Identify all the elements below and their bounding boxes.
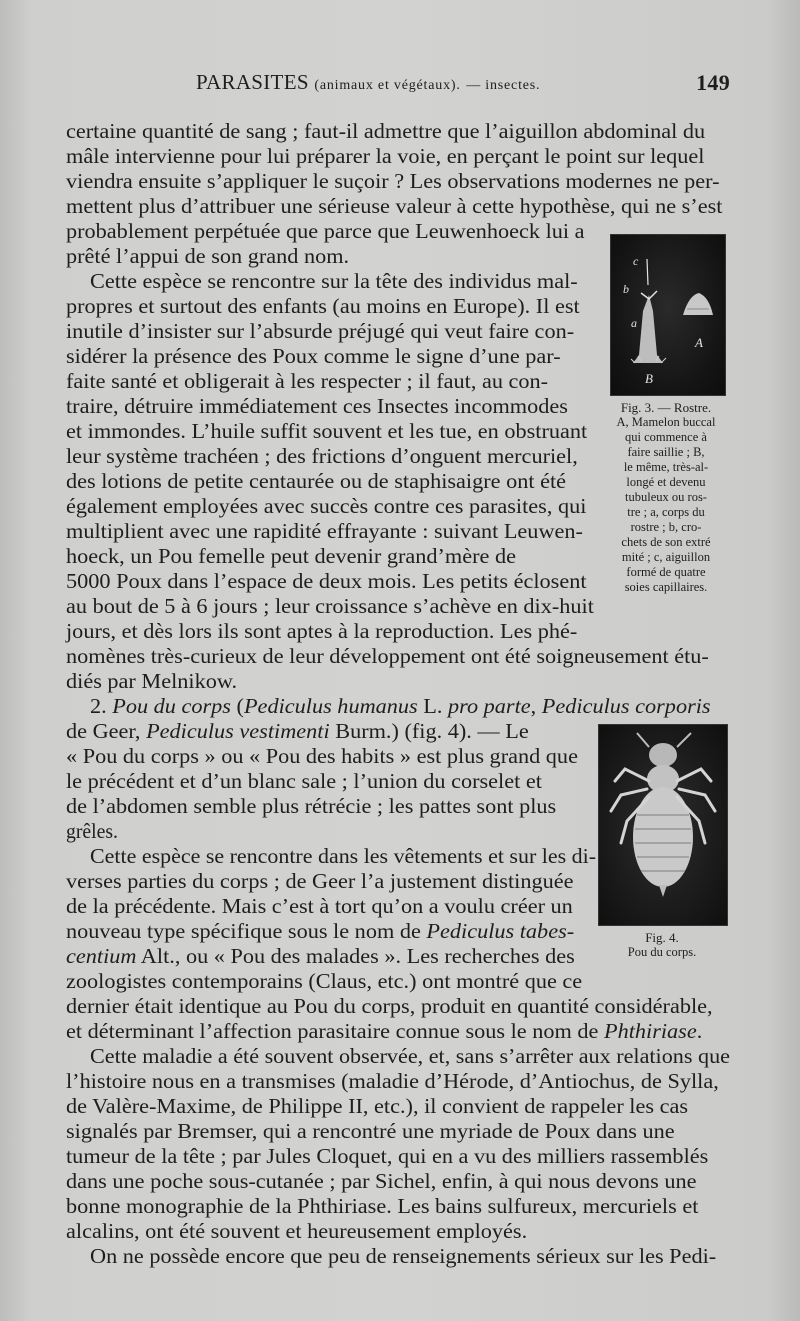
text-line: jours, et dès lors ils sont aptes à la reproduction. Les phé- (66, 619, 578, 643)
text-line: dernier était identique au Pou du corps, produit en quantité considérable, (66, 994, 713, 1018)
body-louse-illustration (599, 725, 727, 925)
text-line: de Geer, Pediculus vestimenti Burm.) (fig. 4). — Le (66, 719, 529, 743)
caption-line: Pou du corps. (627, 945, 697, 959)
text-line: au bout de 5 à 6 jours ; leur croissance s’achève en dix-huit (66, 594, 594, 618)
caption-line: tubuleux ou ros- (625, 490, 707, 504)
text-line: traire, détruire immédiatement ces Insectes incommodes (66, 394, 568, 418)
text-line: mettent plus d’attribuer une sérieuse valeur à cette hypothèse, qui ne s’est (66, 194, 723, 218)
text-line: Cette espèce se rencontre dans les vêtements et sur les di- (90, 844, 597, 868)
figure-4-body-louse (598, 724, 728, 926)
caption-line: faire saillie ; B, (627, 445, 705, 459)
caption-line: soies capillaires. (624, 580, 708, 594)
text-line: certaine quantité de sang ; faut-il admettre que l’aiguillon abdominal du (66, 119, 706, 143)
text-line: signalés par Bremser, qui a rencontré une myriade de Poux dans une (66, 1119, 675, 1143)
text-line: de Valère-Maxime, de Philippe II, etc.), il convient de rappeler les cas (66, 1094, 689, 1118)
text-line: mâle intervienne pour lui préparer la voie, en perçant le point sur lequel (66, 144, 705, 168)
text-line: de l’abdomen semble plus rétrécie ; les pattes sont plus (66, 794, 557, 818)
caption-line: Fig. 3. — Rostre. (620, 400, 712, 415)
text-line: verses parties du corps ; de Geer l’a justement distinguée (66, 869, 574, 893)
text-line: 5000 Poux dans l’espace de deux mois. Les petits éclosent (66, 569, 587, 593)
text-line: dans une poche sous-cutanée ; par Sichel, enfin, à qui nous devons une (66, 1169, 697, 1193)
header-title: PARASITES (196, 70, 309, 94)
fig3-label-b: b (623, 282, 629, 296)
text-line: et déterminant l’affection parasitaire connue sous le nom de Phthiriase. (66, 1019, 703, 1043)
text-line: également employées avec succès contre ces parasites, qui (66, 494, 587, 518)
caption-line: qui commence à (625, 430, 707, 444)
text-line: sidérer la présence des Poux comme le signe d’une par- (66, 344, 561, 368)
text-line: bonne monographie de la Phthiriase. Les bains sulfureux, mercuriels et (66, 1194, 699, 1218)
text-line: diés par Melnikow. (66, 669, 238, 693)
text-line: nomènes très-curieux de leur développement ont été soigneusement étu- (66, 644, 709, 668)
caption-line: chets de son extré (621, 535, 711, 549)
caption-line: le même, très-al- (623, 460, 709, 474)
text-line: probablement perpétuée que parce que Leuwenhoeck lui a (66, 219, 585, 243)
header-section: — insectes. (466, 78, 541, 93)
text-line: l’histoire nous en a transmises (maladie d’Hérode, d’Antiochus, de Sylla, (66, 1069, 719, 1093)
text-line: de la précédente. Mais c’est à tort qu’on a voulu créer un (66, 894, 573, 918)
caption-line: mité ; c, aiguillon (621, 550, 711, 564)
text-line: Cette espèce se rencontre sur la tête des individus mal- (90, 269, 578, 293)
text-line: propres et surtout des enfants (au moins en Europe). Il est (66, 294, 580, 318)
caption-line: rostre ; b, cro- (630, 520, 702, 534)
caption-line: tre ; a, corps du (627, 505, 705, 519)
text-line: nouveau type spécifique sous le nom de Pediculus tabes- (66, 919, 575, 943)
text-line: Cette maladie a été souvent observée, et, sans s’arrêter aux relations que (90, 1044, 730, 1068)
text-line: le précédent et d’un blanc sale ; l’union du corselet et (66, 769, 542, 793)
text-line: des lotions de petite centaurée ou de staphisaigre ont été (66, 469, 567, 493)
running-title (196, 70, 540, 95)
text-line: zoologistes contemporains (Claus, etc.) ont montré que ce (66, 969, 583, 993)
text-line: centium Alt., ou « Pou des malades ». Les recherches des (66, 944, 575, 968)
fig3-label-c: c (633, 254, 639, 268)
running-header (66, 70, 730, 100)
text-line: faite santé et obligerait à les respecter ; il faut, au con- (66, 369, 549, 393)
figure-3-rostrum (610, 234, 726, 396)
text-line: alcalins, ont été souvent et heureusement employés. (66, 1219, 528, 1243)
fig3-label-A: A (695, 335, 703, 350)
page-number: 149 (696, 70, 730, 95)
text-line: inutile d’insister sur l’absurde préjugé qui veut faire con- (66, 319, 575, 343)
text-line: et immondes. L’huile suffit souvent et les tue, en obstruant (66, 419, 588, 443)
text-line: On ne possède encore que peu de renseignements sérieux sur les Pedi- (90, 1244, 717, 1268)
text-line: tumeur de la tête ; par Jules Cloquet, qui en a vu des milliers rassemblés (66, 1144, 709, 1168)
fig3-label-B: B (645, 371, 653, 386)
text-line: multiplient avec une rapidité effrayante : suivant Leuwen- (66, 519, 583, 543)
caption-line: Fig. 4. (645, 930, 679, 945)
caption-line: formé de quatre (626, 565, 706, 579)
text-line: « Pou du corps » ou « Pou des habits » est plus grand que (66, 744, 578, 768)
caption-line: longé et devenu (626, 475, 706, 489)
text-line: leur système trachéen ; des frictions d’onguent mercuriel, (66, 444, 578, 468)
rostrum-illustration (611, 235, 725, 395)
text-line: hoeck, un Pou femelle peut devenir grand’mère de (66, 544, 516, 568)
text-line: 2. Pou du corps (Pediculus humanus L. pro parte, Pediculus corporis (90, 694, 711, 718)
text-line: prêté l’appui de son grand nom. (66, 244, 350, 268)
text-line: grêles. (66, 819, 118, 843)
header-subtitle: (animaux et végétaux). (314, 78, 461, 93)
text-line: viendra ensuite s’appliquer le suçoir ? Les observations modernes ne per- (66, 169, 720, 193)
caption-line: A, Mamelon buccal (616, 415, 716, 429)
fig3-label-a: a (631, 316, 637, 330)
